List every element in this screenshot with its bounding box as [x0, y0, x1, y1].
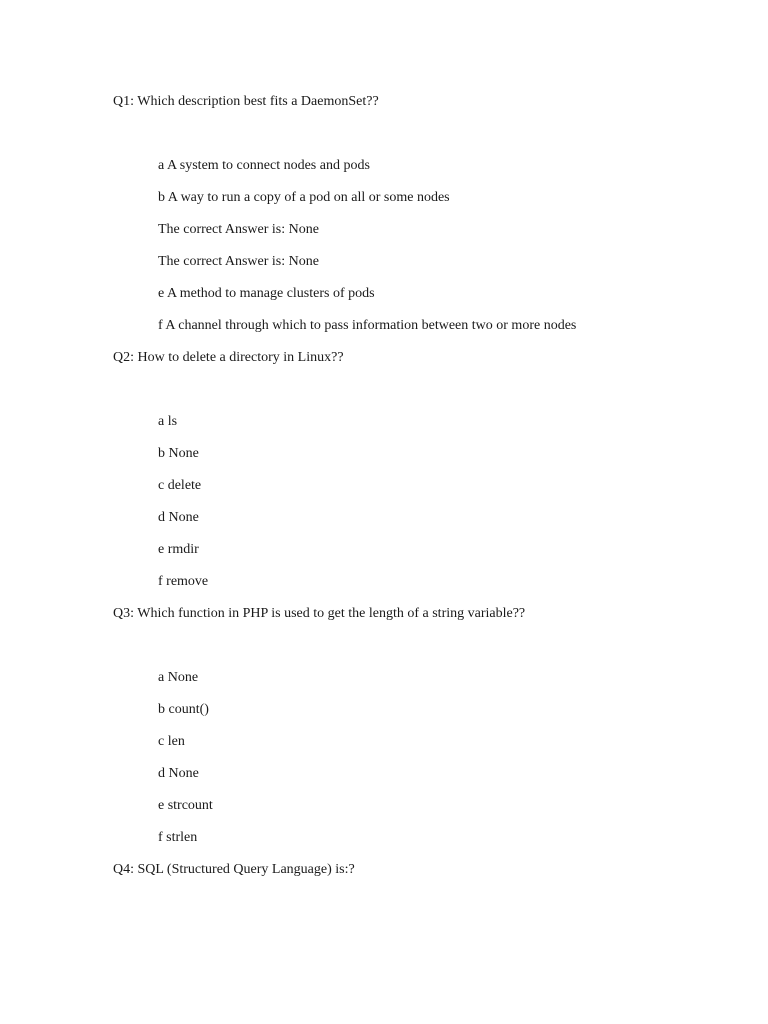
question-3-option-c: c len: [158, 734, 185, 749]
question-2-option-c: c delete: [158, 478, 202, 493]
question-1-option-f: f A channel through which to pass information between two or more nodes: [158, 318, 577, 333]
question-1-option-b: b A way to run a copy of a pod on all or some nodes: [158, 190, 450, 205]
question-1-option-e: e A method to manage clusters of pods: [158, 286, 375, 301]
question-1-text: Q1: Which description best fits a DaemonSet??: [113, 94, 379, 109]
question-1-option-d: The correct Answer is: None: [158, 254, 319, 269]
question-3-option-b: b count(): [158, 702, 209, 717]
question-3-option-f: f strlen: [158, 830, 198, 845]
question-3-option-d: d None: [158, 766, 199, 781]
question-3-option-a: a None: [158, 670, 199, 685]
question-3-text: Q3: Which function in PHP is used to get the length of a string variable??: [113, 606, 526, 621]
question-3-option-e: e strcount: [158, 798, 213, 813]
question-2-option-f: f remove: [158, 574, 209, 589]
question-4-text: Q4: SQL (Structured Query Language) is:?: [113, 862, 355, 877]
question-2-option-a: a ls: [158, 414, 178, 429]
question-2-option-e: e rmdir: [158, 542, 199, 557]
question-2-option-d: d None: [158, 510, 199, 525]
question-2-text: Q2: How to delete a directory in Linux??: [113, 350, 344, 365]
question-1-option-c: The correct Answer is: None: [158, 222, 319, 237]
question-2-option-b: b None: [158, 446, 199, 461]
question-1-option-a: a A system to connect nodes and pods: [158, 158, 370, 173]
